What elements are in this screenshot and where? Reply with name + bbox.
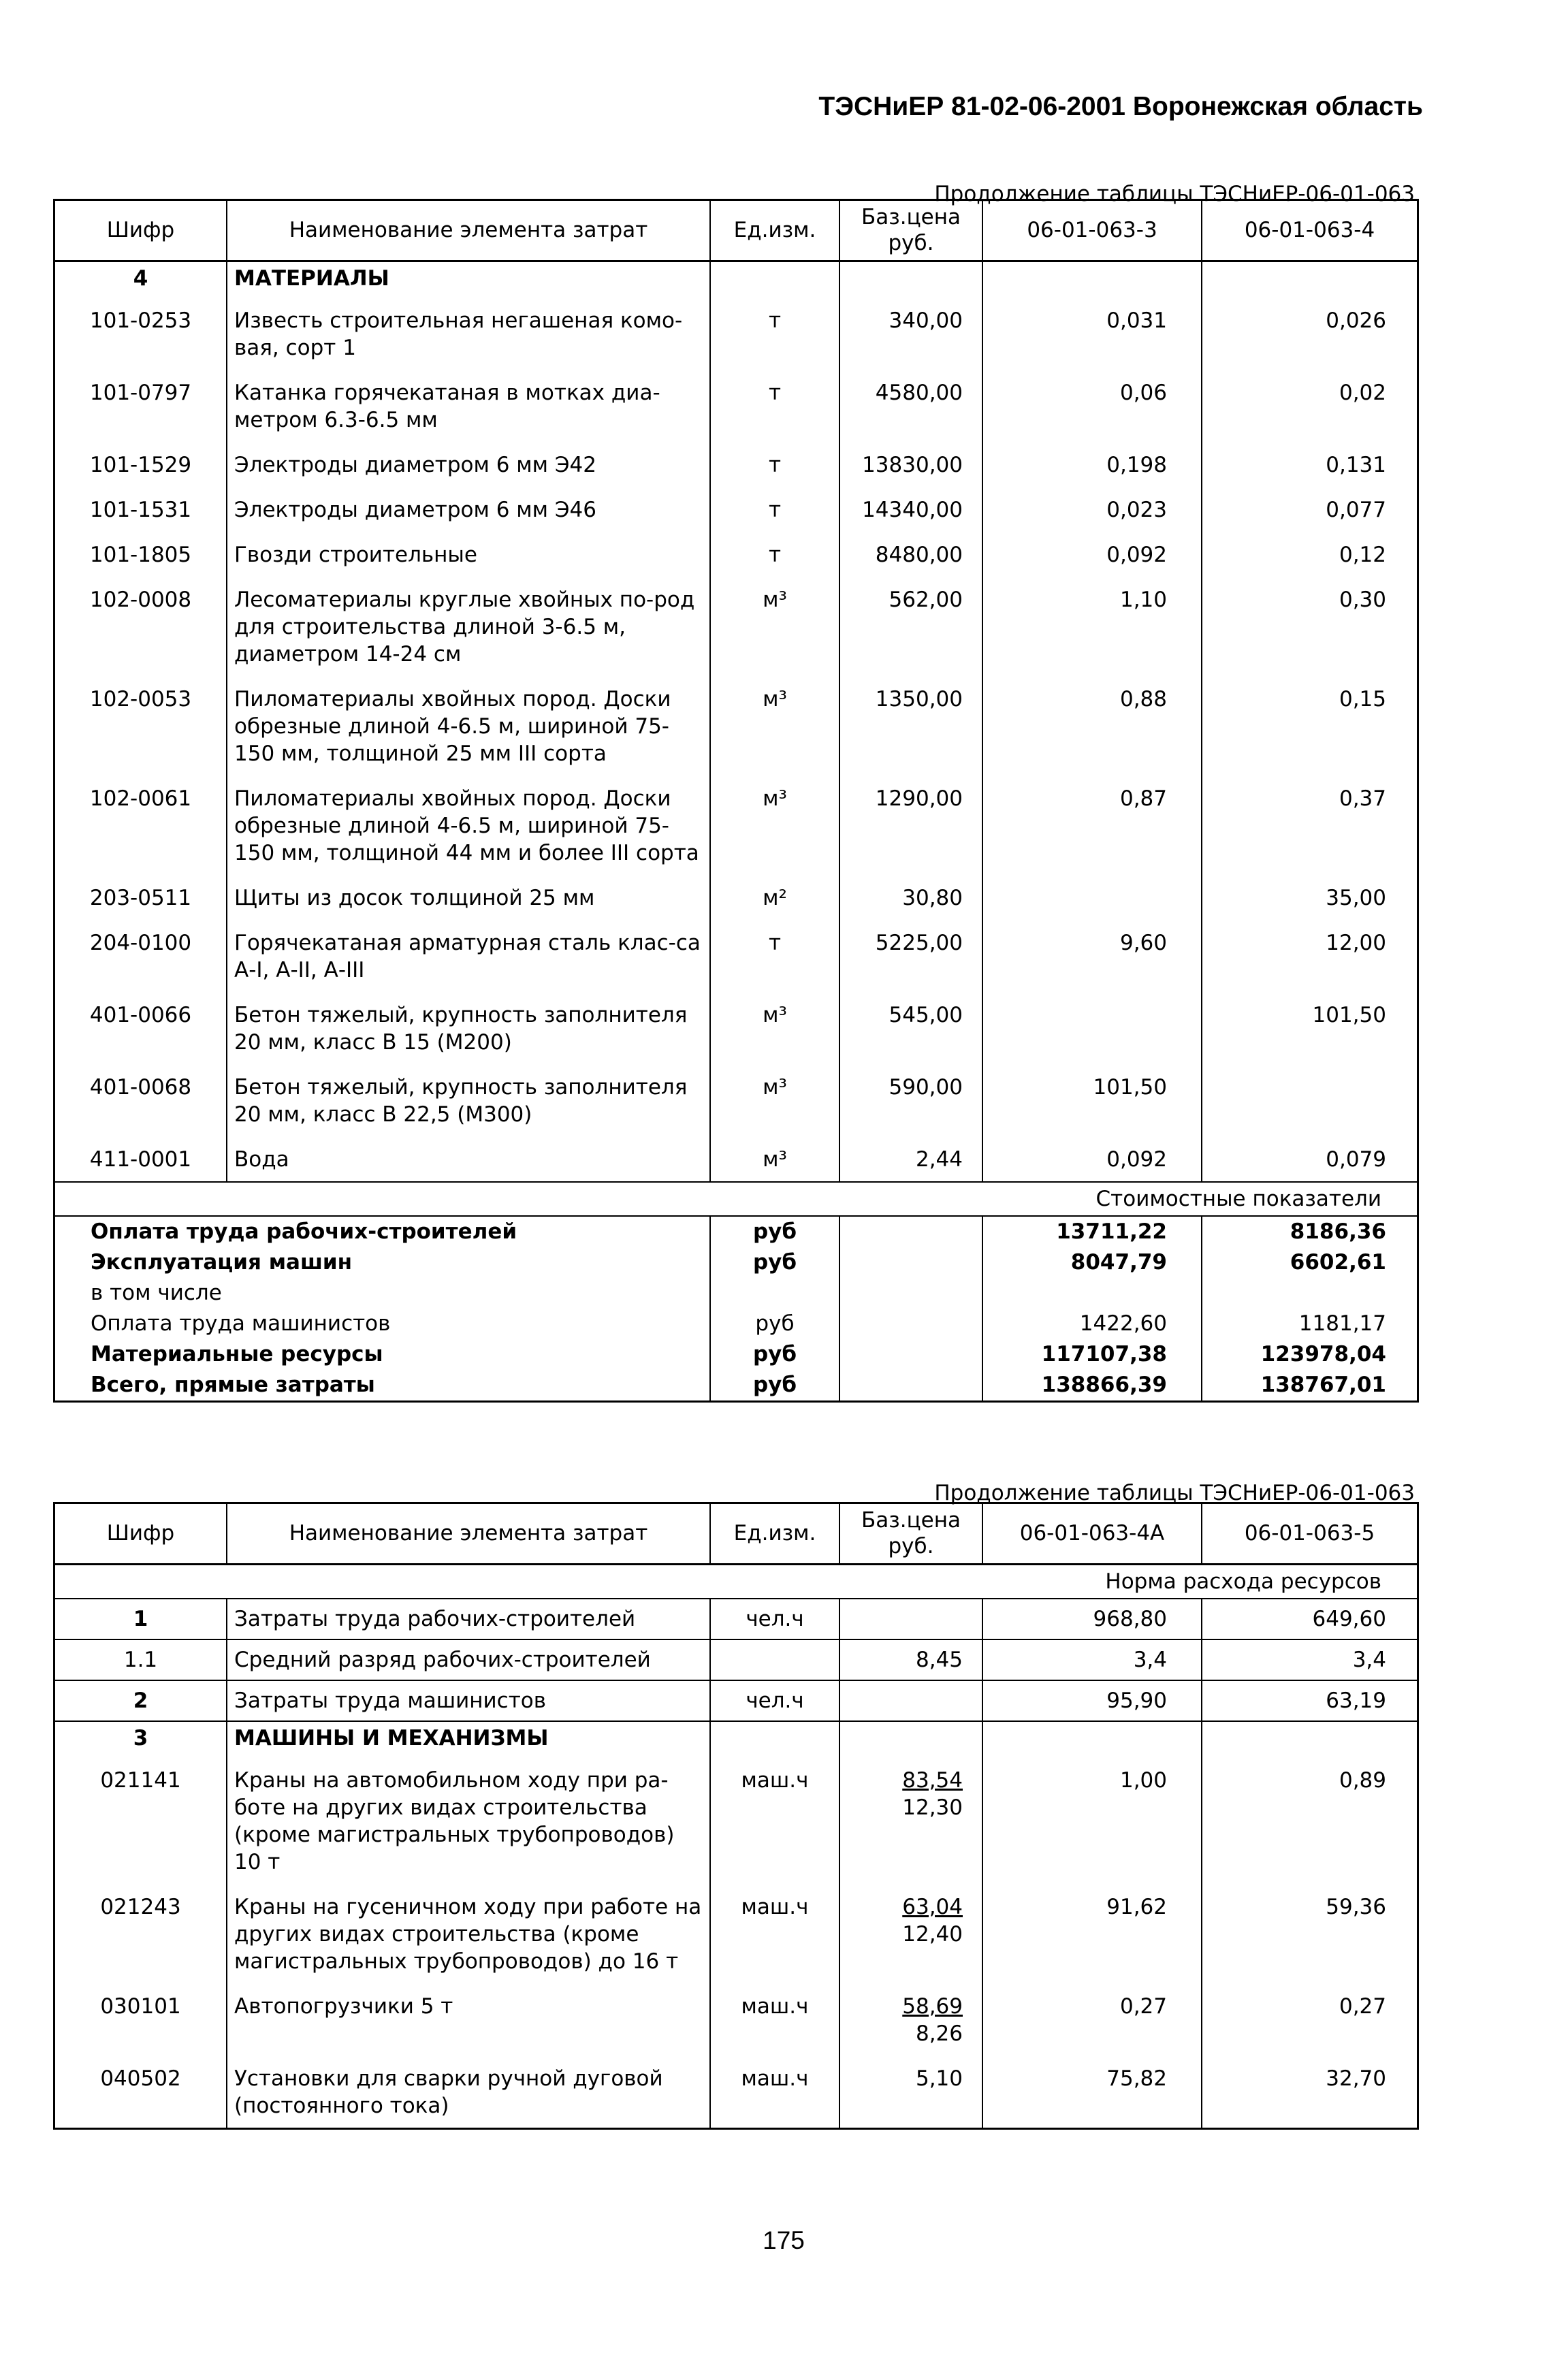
value-2-cell: [1202, 1278, 1417, 1309]
table-row: [55, 1757, 1417, 1884]
table-row: [55, 875, 1417, 920]
empty-cell: [982, 261, 1202, 298]
value-2-cell: 0,89: [1339, 1767, 1386, 1793]
resource-code: 101-1529: [55, 442, 227, 487]
price-cell: 30,80: [839, 875, 982, 920]
empty-cell: [1202, 261, 1417, 298]
total-label: Эксплуатация машин: [55, 1247, 710, 1278]
unit-cell: руб: [710, 1247, 839, 1278]
code-header: Шифр: [55, 201, 227, 261]
value-2-cell: 63,19: [1202, 1680, 1417, 1721]
resource-name: Электроды диаметром 6 мм Э42: [227, 442, 710, 487]
unit-cell: т: [710, 442, 839, 487]
table-row: [55, 487, 1417, 532]
price-cell: [839, 1757, 982, 1884]
unit-cell: маш.ч: [710, 2055, 839, 2128]
unit-cell: маш.ч: [710, 1884, 839, 1983]
code-header: Шифр: [55, 1504, 227, 1564]
unit-cell: руб: [710, 1309, 839, 1339]
unit-cell: т: [710, 370, 839, 442]
section-code: 3: [55, 1721, 227, 1757]
machine-code: 040502: [55, 2055, 227, 2128]
value-2-cell: 0,27: [1339, 1994, 1386, 2019]
value-2-cell: 8186,36: [1290, 1219, 1386, 1244]
unit-header: Ед.изм.: [710, 1504, 839, 1564]
value-1-cell: 13711,22: [982, 1216, 1202, 1247]
table-row: [55, 577, 1417, 676]
machine-name: Установки для сварки ручной дуговой (постоянного тока): [227, 2055, 710, 2128]
unit-header: Ед.изм.: [710, 201, 839, 261]
price-cell: [839, 1983, 982, 2055]
value-2-cell: 0,30: [1339, 587, 1386, 612]
resource-code: 101-0797: [55, 370, 227, 442]
price-cell: 4580,00: [839, 370, 982, 442]
total-row: [55, 1247, 1417, 1278]
value-1-cell: [982, 875, 1202, 920]
value-2-cell: 0,026: [1326, 308, 1386, 333]
unit-cell: т: [710, 920, 839, 992]
resource-name: Затраты труда рабочих-строителей: [227, 1599, 710, 1639]
empty-cell: [710, 261, 839, 298]
table-row: [55, 1136, 1417, 1182]
value-1-cell: 0,27: [982, 1983, 1202, 2055]
column-2-header: 06-01-063-5: [1202, 1504, 1417, 1564]
price-cell: 5225,00: [839, 920, 982, 992]
section-name: МАШИНЫ И МЕХАНИЗМЫ: [227, 1721, 710, 1757]
resource-name: Вода: [227, 1136, 710, 1182]
resource-code: 102-0008: [55, 577, 227, 676]
unit-cell: м³: [710, 775, 839, 875]
value-2-cell: 0,079: [1326, 1147, 1386, 1172]
total-label: Оплата труда рабочих-строителей: [55, 1216, 710, 1247]
resource-name: Горячекатаная арматурная сталь клас-са А-I, А-II, А-III: [227, 920, 710, 992]
total-label: Материальные ресурсы: [55, 1339, 710, 1370]
table-header-row: [55, 201, 1417, 261]
empty-cell: [1202, 1721, 1417, 1757]
unit-cell: м³: [710, 1064, 839, 1136]
value-1-cell: 968,80: [982, 1599, 1202, 1639]
unit-cell: т: [710, 298, 839, 370]
machine-name: Автопогрузчики 5 т: [227, 1983, 710, 2055]
table-row: [55, 532, 1417, 577]
resource-name: Лесоматериалы круглые хвойных по-род для строительства длиной 3-6.5 м, диаметром 14-24 см: [227, 577, 710, 676]
value-2-cell: 35,00: [1326, 885, 1386, 910]
price-cell: 14340,00: [839, 487, 982, 532]
unit-cell: т: [710, 532, 839, 577]
table-row: [55, 1599, 1417, 1639]
price-header: Баз.цена руб.: [839, 201, 982, 261]
resource-name: Катанка горячекатаная в мотках диа-метром 6.3-6.5 мм: [227, 370, 710, 442]
value-2-cell: 0,12: [1339, 542, 1386, 567]
band-row: [55, 1564, 1417, 1599]
resource-code: 401-0068: [55, 1064, 227, 1136]
total-row: [55, 1278, 1417, 1309]
name-header: Наименование элемента затрат: [227, 201, 710, 261]
table-row: [55, 1064, 1417, 1136]
table1-frame: [53, 199, 1419, 1403]
table-row: [55, 2055, 1417, 2128]
table-row: [55, 920, 1417, 992]
unit-cell: руб: [710, 1216, 839, 1247]
table2-continuation-label: Продолжение таблицы ТЭСНиЕР-06-01-063: [934, 1481, 1415, 1505]
value-2-cell: 649,60: [1312, 1606, 1386, 1631]
unit-cell: т: [710, 487, 839, 532]
band-row: [55, 1182, 1417, 1216]
page-number: 175: [763, 2226, 805, 2254]
value-2-cell: 1181,17: [1298, 1311, 1386, 1336]
total-row: [55, 1339, 1417, 1370]
resource-name: Пиломатериалы хвойных пород. Доски обрезные длиной 4-6.5 м, шириной 75-150 мм, толщиной 44 мм и более III сорта: [227, 775, 710, 875]
value-1-cell: 0,031: [982, 298, 1202, 370]
resource-code: 1.1: [55, 1639, 227, 1680]
table-row: [55, 1884, 1417, 1983]
resource-name: Известь строительная негашеная комо-вая, сорт 1: [227, 298, 710, 370]
value-1-cell: 0,88: [982, 676, 1202, 775]
table-row: [55, 442, 1417, 487]
value-2-cell: 0,02: [1339, 380, 1386, 405]
column-2-header: 06-01-063-4: [1202, 201, 1417, 261]
price-cell: 545,00: [839, 992, 982, 1064]
value-1-cell: 117107,38: [982, 1339, 1202, 1370]
resource-code: 101-1805: [55, 532, 227, 577]
table-row: [55, 298, 1417, 370]
value-2-cell: 0,37: [1339, 786, 1386, 811]
resource-name: Щиты из досок толщиной 25 мм: [227, 875, 710, 920]
price-cell: 8480,00: [839, 532, 982, 577]
unit-cell: м³: [710, 676, 839, 775]
resource-name: Электроды диаметром 6 мм Э46: [227, 487, 710, 532]
operator-wage-value: 12,30: [902, 1795, 963, 1820]
price-cell: [839, 2055, 982, 2128]
value-1-cell: 8047,79: [982, 1247, 1202, 1278]
unit-cell: маш.ч: [710, 1983, 839, 2055]
value-1-cell: 101,50: [982, 1064, 1202, 1136]
price-header: Баз.цена руб.: [839, 1504, 982, 1564]
value-1-cell: 1,00: [982, 1757, 1202, 1884]
table-header-row: [55, 1504, 1417, 1564]
table-row: [55, 775, 1417, 875]
empty-cell: [839, 261, 982, 298]
price-cell: [839, 1884, 982, 1983]
document-header: ТЭСНиЕР 81-02-06-2001 Воронежская область: [818, 92, 1423, 121]
resource-code: 101-0253: [55, 298, 227, 370]
table-row: [55, 676, 1417, 775]
resource-name: Пиломатериалы хвойных пород. Доски обрезные длиной 4-6.5 м, шириной 75-150 мм, толщиной 25 мм III сорта: [227, 676, 710, 775]
unit-cell: чел.ч: [710, 1599, 839, 1639]
price-cell: 8,45: [839, 1639, 982, 1680]
unit-cell: м³: [710, 992, 839, 1064]
operator-wage-value: 12,40: [902, 1921, 963, 1947]
resource-code: 203-0511: [55, 875, 227, 920]
resource-code: 401-0066: [55, 992, 227, 1064]
table-row: [55, 1680, 1417, 1721]
value-1-cell: 138866,39: [982, 1370, 1202, 1400]
value-1-cell: 91,62: [982, 1884, 1202, 1983]
unit-cell: [710, 1639, 839, 1680]
value-2-cell: 0,15: [1339, 686, 1386, 711]
value-2-cell: 123978,04: [1260, 1341, 1386, 1366]
resource-code: 102-0061: [55, 775, 227, 875]
value-1-cell: 95,90: [982, 1680, 1202, 1721]
unit-cell: [710, 1278, 839, 1309]
operator-wage-value: 8,26: [915, 2021, 963, 2046]
section-code: 4: [55, 261, 227, 298]
value-1-cell: 0,06: [982, 370, 1202, 442]
resource-code: 1: [55, 1599, 227, 1639]
resource-norms-label: Норма расхода ресурсов: [55, 1564, 1417, 1599]
price-value: 5,10: [915, 2066, 963, 2091]
resource-name: Гвозди строительные: [227, 532, 710, 577]
value-2-cell: 12,00: [1326, 930, 1386, 955]
empty-cell: [982, 1721, 1202, 1757]
resource-code: 411-0001: [55, 1136, 227, 1182]
materials-table: [55, 201, 1417, 1400]
total-label: Оплата труда машинистов: [55, 1309, 710, 1339]
price-cell: 13830,00: [839, 442, 982, 487]
resource-name: Бетон тяжелый, крупность заполнителя 20 мм, класс В 15 (М200): [227, 992, 710, 1064]
table2-frame: [53, 1502, 1419, 2130]
empty-cell: [839, 1278, 982, 1309]
value-1-cell: 75,82: [982, 2055, 1202, 2128]
section-name: МАТЕРИАЛЫ: [227, 261, 710, 298]
price-value: 58,69: [902, 1994, 963, 2019]
empty-cell: [839, 1370, 982, 1400]
unit-cell: м³: [710, 1136, 839, 1182]
empty-cell: [839, 1247, 982, 1278]
table1-continuation-label: Продолжение таблицы ТЭСНиЕР-06-01-063: [934, 182, 1415, 206]
value-2-cell: 0,131: [1326, 452, 1386, 477]
empty-cell: [839, 1309, 982, 1339]
unit-cell: руб: [710, 1370, 839, 1400]
column-1-header: 06-01-063-3: [982, 201, 1202, 261]
cost-indicators-label: Стоимостные показатели: [55, 1182, 1417, 1216]
empty-cell: [710, 1721, 839, 1757]
value-1-cell: 0,092: [982, 1136, 1202, 1182]
table-row: [55, 1983, 1417, 2055]
value-1-cell: [982, 1278, 1202, 1309]
table-row: [55, 992, 1417, 1064]
unit-cell: руб: [710, 1339, 839, 1370]
unit-cell: м²: [710, 875, 839, 920]
empty-cell: [839, 1721, 982, 1757]
price-cell: 1290,00: [839, 775, 982, 875]
value-2-cell: 0,077: [1326, 497, 1386, 522]
value-1-cell: 0,87: [982, 775, 1202, 875]
value-1-cell: 0,198: [982, 442, 1202, 487]
table-row: [55, 370, 1417, 442]
empty-cell: [839, 1339, 982, 1370]
value-1-cell: 0,023: [982, 487, 1202, 532]
price-value: 83,54: [902, 1767, 963, 1793]
table-row: [55, 1639, 1417, 1680]
price-cell: [839, 1599, 982, 1639]
value-2-cell: [1202, 1064, 1417, 1136]
unit-cell: м³: [710, 577, 839, 676]
value-2-cell: 59,36: [1326, 1894, 1386, 1919]
value-2-cell: 138767,01: [1260, 1372, 1386, 1397]
value-2-cell: 3,4: [1202, 1639, 1417, 1680]
machine-code: 030101: [55, 1983, 227, 2055]
resource-name: Затраты труда машинистов: [227, 1680, 710, 1721]
total-row: [55, 1370, 1417, 1400]
resource-name: Бетон тяжелый, крупность заполнителя 20 мм, класс В 22,5 (М300): [227, 1064, 710, 1136]
value-1-cell: [982, 992, 1202, 1064]
value-2-cell: 101,50: [1312, 1002, 1386, 1027]
total-label: Всего, прямые затраты: [55, 1370, 710, 1400]
total-label: в том числе: [55, 1278, 710, 1309]
total-row: [55, 1309, 1417, 1339]
resource-code: 101-1531: [55, 487, 227, 532]
price-cell: [839, 1680, 982, 1721]
price-cell: 562,00: [839, 577, 982, 676]
value-1-cell: 0,092: [982, 532, 1202, 577]
machines-table: [55, 1504, 1417, 2128]
machine-code: 021243: [55, 1884, 227, 1983]
name-header: Наименование элемента затрат: [227, 1504, 710, 1564]
value-1-cell: 9,60: [982, 920, 1202, 992]
resource-code: 2: [55, 1680, 227, 1721]
value-1-cell: 1,10: [982, 577, 1202, 676]
empty-cell: [839, 1216, 982, 1247]
total-row: [55, 1216, 1417, 1247]
section-row: [55, 1721, 1417, 1757]
unit-cell: чел.ч: [710, 1680, 839, 1721]
resource-name: Средний разряд рабочих-строителей: [227, 1639, 710, 1680]
section-row: [55, 261, 1417, 298]
value-1-cell: 3,4: [982, 1639, 1202, 1680]
price-cell: 340,00: [839, 298, 982, 370]
value-2-cell: 32,70: [1326, 2066, 1386, 2091]
machine-code: 021141: [55, 1757, 227, 1884]
resource-code: 204-0100: [55, 920, 227, 992]
machine-name: Краны на автомобильном ходу при ра-боте на других видах строительства (кроме магистральных трубопроводов) 10 т: [227, 1757, 710, 1884]
machine-name: Краны на гусеничном ходу при работе на других видах строительства (кроме магистральных трубопроводов) до 16 т: [227, 1884, 710, 1983]
price-cell: 1350,00: [839, 676, 982, 775]
column-1-header: 06-01-063-4А: [982, 1504, 1202, 1564]
price-cell: 590,00: [839, 1064, 982, 1136]
unit-cell: маш.ч: [710, 1757, 839, 1884]
price-value: 63,04: [902, 1894, 963, 1919]
resource-code: 102-0053: [55, 676, 227, 775]
price-cell: 2,44: [839, 1136, 982, 1182]
value-2-cell: 6602,61: [1290, 1249, 1386, 1275]
value-1-cell: 1422,60: [982, 1309, 1202, 1339]
